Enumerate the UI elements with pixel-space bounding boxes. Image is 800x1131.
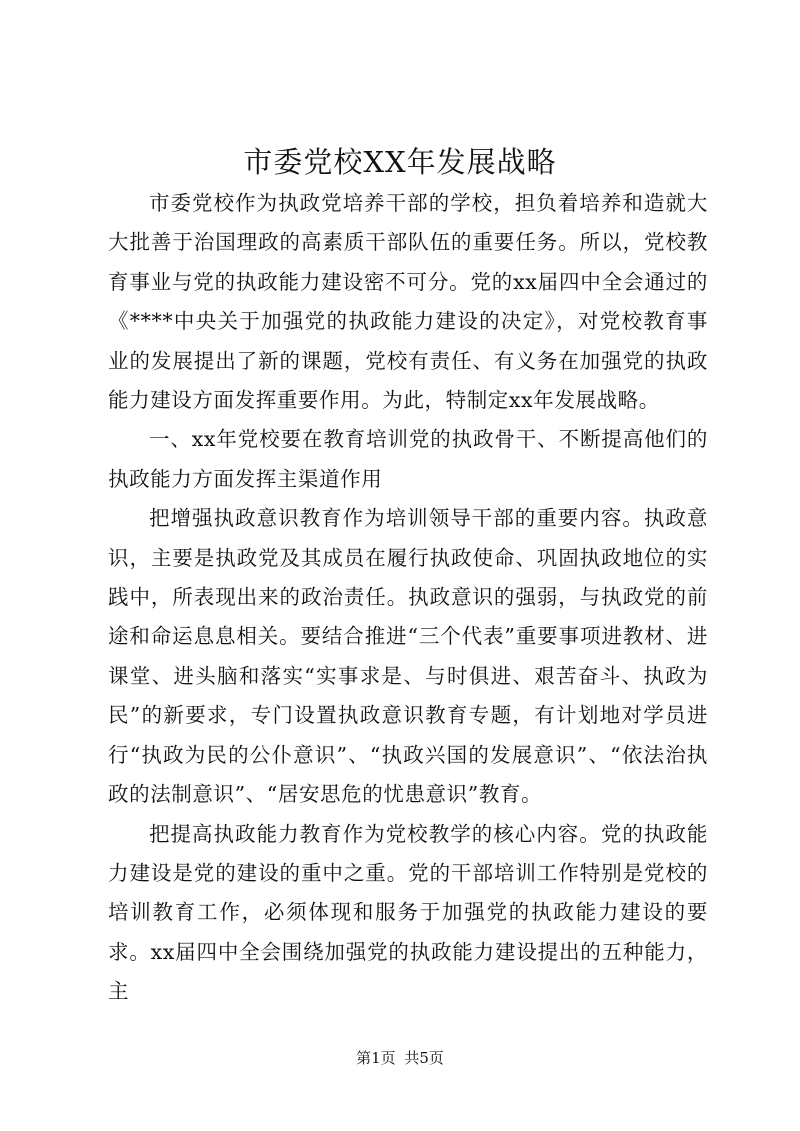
page-total: 共5页 xyxy=(404,1049,444,1067)
paragraph-section-heading: 一、xx年党校要在教育培训党的执政骨干、不断提高他们的执政能力方面发挥主渠道作用 xyxy=(108,427,708,491)
paragraph-intro: 市委党校作为执政党培养干部的学校，担负着培养和造就大大批善于治国理政的高素质干部队伍的重要任务。所以，党校教育事业与党的执政能力建设密不可分。党的xx届四中全会通过的《****中央关于加强党的执政能力建设的决定》，对党校教育事业的发展提出了新的课题，党校有责任、有义务在加强党的执政能力建设方面发挥重要作用。为此，特制定xx年发展战略。 xyxy=(108,191,708,413)
page-number: 第1页 xyxy=(356,1049,396,1067)
page-footer xyxy=(0,1048,800,1068)
document-body xyxy=(108,184,708,1012)
document-title: 市委党校XX年发展战略 xyxy=(243,145,557,179)
paragraph-capability: 把提高执政能力教育作为党校教学的核心内容。党的执政能力建设是党的建设的重中之重。党的干部培训工作特别是党校的培训教育工作，必须体现和服务于加强党的执政能力建设的要求。xx届四中全会围绕加强党的执政能力建设提出的五种能力，主 xyxy=(108,821,708,1004)
paragraph-awareness: 把增强执政意识教育作为培训领导干部的重要内容。执政意识，主要是执政党及其成员在履行执政使命、巩固执政地位的实践中，所表现出来的政治责任。执政意识的强弱，与执政党的前途和命运息息相关。要结合推进“三个代表”重要事项进教材、进课堂、进头脑和落实“实事求是、与时俱进、艰苦奋斗、执政为民”的新要求，专门设置执政意识教育专题，有计划地对学员进行“执政为民的公仆意识”、“执政兴国的发展意识”、“依法治执政的法制意识”、“居安思危的忧患意识”教育。 xyxy=(108,506,708,807)
